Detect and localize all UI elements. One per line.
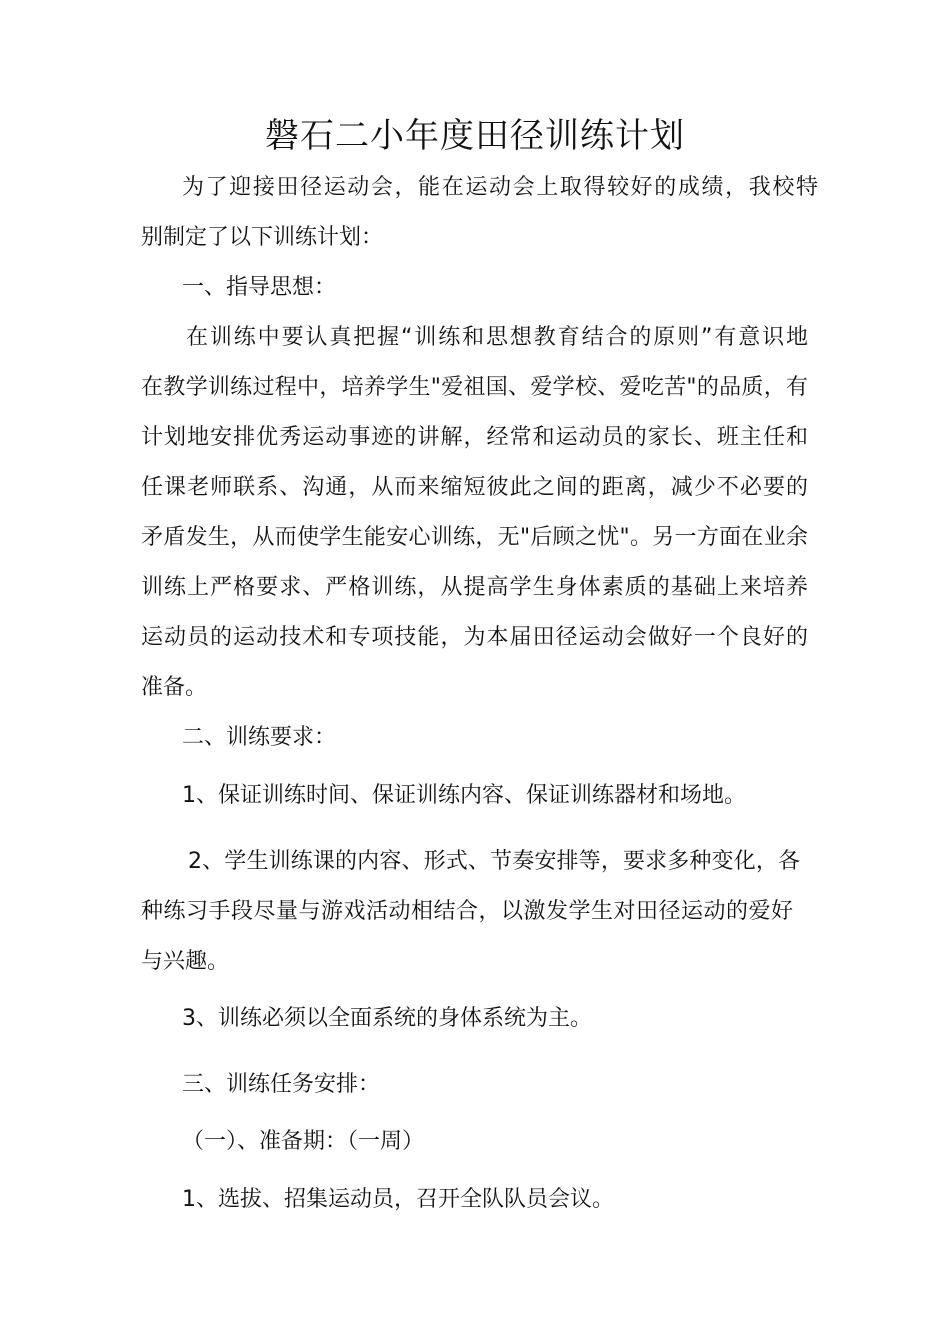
subsection-heading: （一）、准备期：（一周）	[182, 1129, 425, 1154]
paragraph-line: 任课老师联系、沟通，从而来缩短彼此之间的距离，减少不必要的	[141, 475, 808, 500]
section-heading: 三、训练任务安排：	[182, 1072, 381, 1097]
paragraph-line: 运动员的运动技术和专项技能，为本届田径运动会做好一个良好的	[141, 625, 808, 650]
paragraph-line: 矛盾发生，从而使学生能安心训练，无"后顾之忧"。另一方面在业余	[141, 525, 808, 550]
list-item: 1、选拔、招集运动员，召开全队队员会议。	[182, 1187, 614, 1212]
list-item: 3、训练必须以全面系统的身体系统为主。	[182, 1006, 592, 1031]
paragraph-line: 在训练中要认真把握“训练和思想教育结合的原则”有意识地	[186, 325, 808, 350]
section-heading: 一、指导思想：	[182, 275, 337, 300]
document-title: 磐石二小年度田径训练计划	[265, 116, 685, 156]
paragraph-line: 种练习手段尽量与游戏活动相结合，以激发学生对田径运动的爱好	[141, 899, 793, 924]
paragraph-line: 为了迎接田径运动会，能在运动会上取得较好的成绩，我校特	[182, 175, 818, 200]
paragraph-line: 准备。	[141, 675, 208, 700]
paragraph-line: 别制定了以下训练计划：	[141, 225, 384, 250]
paragraph-line: 在教学训练过程中，培养学生"爱祖国、爱学校、爱吃苦"的品质，有	[141, 375, 808, 400]
paragraph-line: 训练上严格要求、严格训练，从提高学生身体素质的基础上来培养	[141, 575, 808, 600]
list-item: 2、学生训练课的内容、形式、节奏安排等，要求多种变化，各	[188, 849, 800, 874]
list-item: 1、保证训练时间、保证训练内容、保证训练器材和场地。	[182, 783, 746, 808]
section-heading: 二、训练要求：	[182, 725, 337, 750]
paragraph-line: 与兴趣。	[141, 949, 230, 974]
paragraph-line: 计划地安排优秀运动事迹的讲解，经常和运动员的家长、班主任和	[141, 425, 808, 450]
